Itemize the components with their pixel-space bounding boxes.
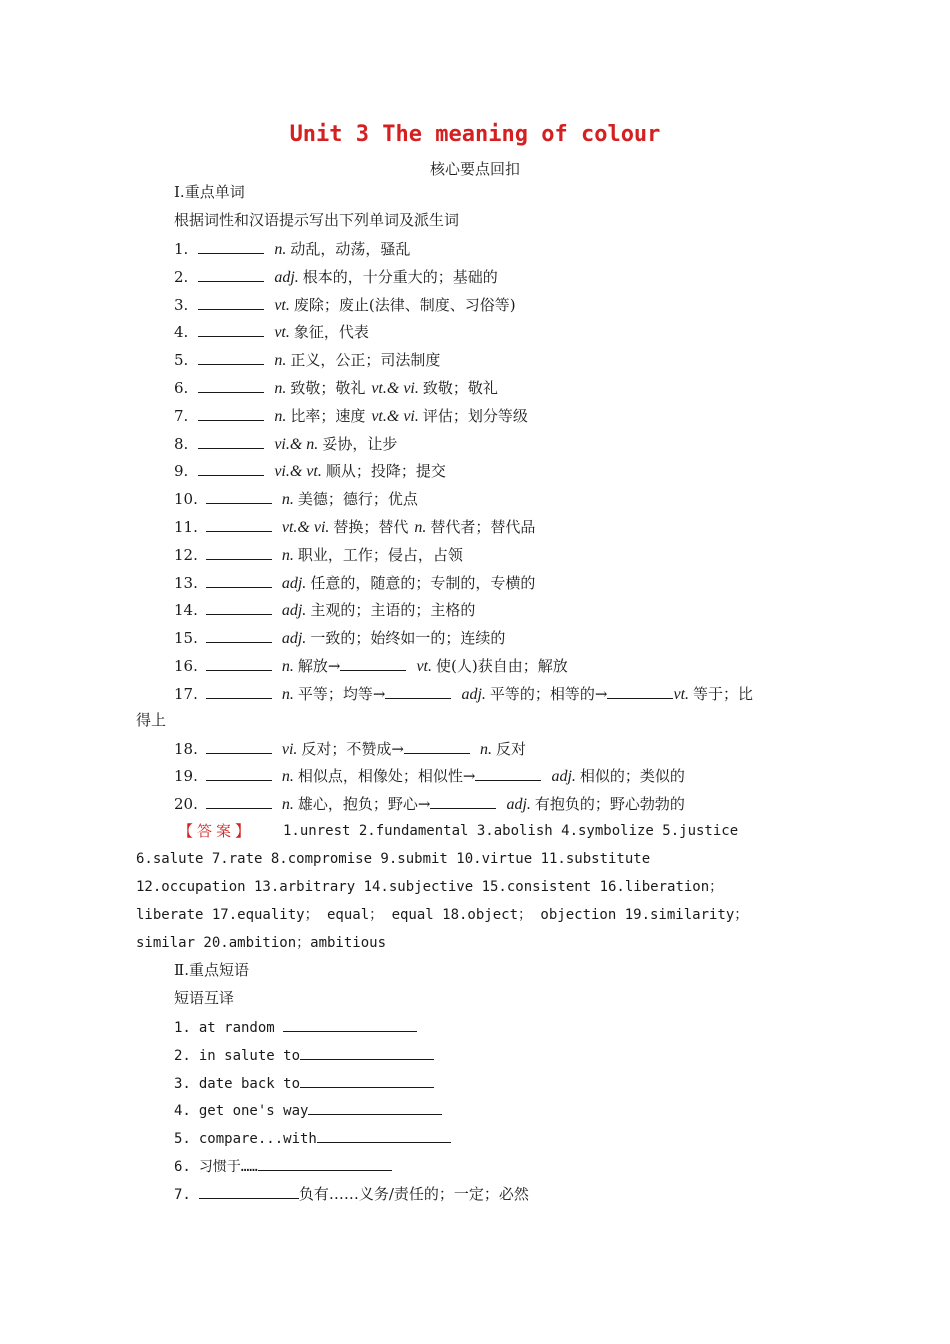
vocab-item xyxy=(174,460,446,482)
item-number: 7. xyxy=(174,1186,191,1203)
part-of-speech: vt.& vi. xyxy=(371,380,419,397)
item-number: 3. xyxy=(174,1075,191,1092)
item-number: 5. xyxy=(174,351,189,370)
answer-blank[interactable] xyxy=(198,321,264,337)
vocab-item xyxy=(174,516,535,538)
answer-blank[interactable] xyxy=(206,655,272,671)
meaning: 象征，代表 xyxy=(293,323,369,342)
answer-blank[interactable] xyxy=(206,738,272,754)
answer-blank[interactable] xyxy=(206,599,272,615)
answer-blank[interactable] xyxy=(206,765,272,781)
phrase-item xyxy=(174,1183,529,1205)
part-of-speech: vt.& vi. xyxy=(371,407,419,425)
part-of-speech: n. xyxy=(274,380,287,397)
vocab-item xyxy=(174,433,397,455)
answer-blank[interactable] xyxy=(199,1183,299,1199)
answer-blank[interactable] xyxy=(385,683,451,699)
phrase-text: 负有……义务/责任的；一定；必然 xyxy=(298,1184,529,1203)
vocab-item xyxy=(174,321,369,343)
part-of-speech: vt. xyxy=(673,685,690,703)
part-of-speech: n. xyxy=(281,768,294,786)
meaning: 正义，公正；司法制度 xyxy=(290,351,441,370)
part-of-speech: adj. xyxy=(506,796,531,814)
part-of-speech: n. xyxy=(281,685,294,703)
meaning: 任意的，随意的；专制的，专横的 xyxy=(310,573,536,592)
answer-blank[interactable] xyxy=(430,793,496,809)
item-number: 4. xyxy=(174,1103,191,1120)
part-of-speech: vi.& vt. xyxy=(274,463,322,481)
meaning: 反对；不赞成→ xyxy=(301,739,404,758)
item-number: 12. xyxy=(174,545,198,564)
item-number: 16. xyxy=(174,657,198,675)
vocab-item xyxy=(174,294,516,316)
part-of-speech: n. xyxy=(274,352,287,370)
answer-blank[interactable] xyxy=(206,627,272,643)
answer-blank[interactable] xyxy=(198,294,264,310)
phrase-item xyxy=(174,1155,392,1177)
meaning: 职业，工作；侵占，占领 xyxy=(297,545,463,564)
answer-line-1: 1.unrest 2.fundamental 3.abolish 4.symbolize 5.justice xyxy=(283,823,739,839)
part-of-speech: adj. xyxy=(281,602,307,620)
meaning: 替代者；替代品 xyxy=(430,518,536,536)
item-number: 17. xyxy=(174,684,198,703)
item-number: 9. xyxy=(174,462,189,481)
phrase-text: in salute to xyxy=(198,1047,301,1064)
answer-blank[interactable] xyxy=(206,544,272,560)
answer-blank[interactable] xyxy=(206,516,272,532)
part-of-speech: n. xyxy=(281,546,294,564)
answer-blank[interactable] xyxy=(206,793,272,809)
section2-instruction: 短语互译 xyxy=(174,989,235,1007)
item-number: 19. xyxy=(174,767,198,786)
vocab-item xyxy=(174,655,568,677)
vocab-item xyxy=(174,488,418,510)
vocab-item xyxy=(174,238,410,260)
meaning: 顺从；投降；提交 xyxy=(325,462,446,481)
answer-line-4: liberate 17.equality； equal； equal 18.object； objection 19.similarity； xyxy=(136,907,749,923)
meaning: 有抱负的；野心勃勃的 xyxy=(534,795,685,814)
part-of-speech: adj. xyxy=(551,768,576,786)
meaning: 致敬；敬礼 xyxy=(422,379,498,397)
item-number: 10. xyxy=(174,490,198,509)
part-of-speech: n. xyxy=(414,519,427,536)
part-of-speech: vt. xyxy=(274,296,290,314)
answer-line-3: 12.occupation 13.arbitrary 14.subjective 15.consistent 16.liberation； xyxy=(136,879,724,895)
answer-blank[interactable] xyxy=(283,1016,417,1032)
vocab-item xyxy=(174,738,526,760)
answer-blank[interactable] xyxy=(258,1155,392,1171)
vocab-item xyxy=(174,349,440,371)
answer-blank[interactable] xyxy=(300,1044,434,1060)
answer-line-5: similar 20.ambition；ambitious xyxy=(136,935,387,951)
vocab-item xyxy=(174,572,535,594)
vocab-item xyxy=(174,544,463,566)
item-number: 8. xyxy=(174,434,189,453)
answer-blank[interactable] xyxy=(198,377,264,393)
part-of-speech: adj. xyxy=(281,630,307,648)
vocab-item xyxy=(174,405,528,427)
phrase-text: at random xyxy=(198,1020,275,1036)
meaning: 致敬；敬礼 xyxy=(290,379,366,397)
meaning: 替换；替代 xyxy=(333,518,409,536)
answer-blank[interactable] xyxy=(300,1072,434,1088)
part-of-speech: vt.& vi. xyxy=(281,519,330,536)
vocab-item xyxy=(174,377,498,399)
page-title: Unit 3 The meaning of colour xyxy=(289,122,661,147)
item-number: 18. xyxy=(174,739,198,758)
answer-blank[interactable] xyxy=(198,433,264,449)
phrase-item xyxy=(174,1127,451,1149)
item-number: 1. xyxy=(174,1020,191,1036)
answer-blank[interactable] xyxy=(198,238,264,254)
answer-blank[interactable] xyxy=(206,488,272,504)
meaning: 平等的；相等的→ xyxy=(489,684,608,703)
part-of-speech: n. xyxy=(274,241,287,258)
part-of-speech: n. xyxy=(281,796,294,814)
meaning: 反对 xyxy=(495,739,526,758)
answer-blank[interactable] xyxy=(607,683,673,699)
vocab-item xyxy=(174,793,685,815)
vocab-item xyxy=(174,627,505,649)
part-of-speech: vi.& n. xyxy=(274,435,319,453)
meaning: 根本的，十分重大的；基础的 xyxy=(302,267,498,286)
answer-blank[interactable] xyxy=(206,572,272,588)
answer-blank[interactable] xyxy=(340,655,406,671)
part-of-speech: n. xyxy=(479,740,492,758)
answer-blank[interactable] xyxy=(317,1127,451,1143)
item-number: 1. xyxy=(174,240,189,258)
answer-blank[interactable] xyxy=(206,683,272,699)
meaning: 评估；划分等级 xyxy=(422,406,528,425)
answer-blank[interactable] xyxy=(475,765,541,781)
item-number: 2. xyxy=(174,1047,191,1064)
item-number: 4. xyxy=(174,323,189,342)
item-number: 11. xyxy=(174,518,198,536)
part-of-speech: adj. xyxy=(274,268,299,286)
vocab-item xyxy=(174,683,753,705)
part-of-speech: vt. xyxy=(274,324,290,342)
item-number: 13. xyxy=(174,573,198,592)
section2-heading: Ⅱ.重点短语 xyxy=(174,961,249,979)
page-subtitle: 核心要点回扣 xyxy=(429,160,520,178)
item-number: 15. xyxy=(174,629,198,648)
meaning: 平等；均等→ xyxy=(297,684,386,703)
item-number: 5. xyxy=(174,1131,191,1148)
item-number: 20. xyxy=(174,795,198,814)
section1-instruction: 根据词性和汉语提示写出下列单词及派生词 xyxy=(174,211,460,229)
answer-blank[interactable] xyxy=(198,266,264,282)
part-of-speech: vi. xyxy=(281,740,298,758)
part-of-speech: vt. xyxy=(416,658,432,675)
meaning: 使(人)获自由；解放 xyxy=(435,657,568,675)
phrase-item xyxy=(174,1044,434,1066)
vocab-item-continued: 得上 xyxy=(136,710,167,729)
phrase-item xyxy=(174,1099,442,1121)
answer-blank[interactable] xyxy=(404,738,470,754)
phrase-text: get one's way xyxy=(198,1103,309,1120)
answer-label: 【答案】 xyxy=(178,822,255,840)
phrase-item xyxy=(174,1072,434,1094)
vocab-item xyxy=(174,266,498,288)
meaning: 解放→ xyxy=(297,657,341,675)
answer-blank[interactable] xyxy=(198,405,264,421)
meaning: 比率；速度 xyxy=(290,406,366,425)
phrase-text: date back to xyxy=(198,1075,301,1092)
phrase-text: 习惯于…… xyxy=(198,1159,258,1175)
vocab-item xyxy=(174,765,685,787)
part-of-speech: adj. xyxy=(461,685,486,703)
item-number: 6. xyxy=(174,379,189,397)
meaning: 主观的；主语的；主格的 xyxy=(310,601,476,620)
item-number: 14. xyxy=(174,601,198,620)
meaning: 动乱，动荡，骚乱 xyxy=(290,240,411,258)
answer-blank[interactable] xyxy=(308,1099,442,1115)
phrase-text: compare...with xyxy=(198,1131,317,1148)
part-of-speech: n. xyxy=(281,491,294,509)
meaning: 美德；德行；优点 xyxy=(297,490,418,509)
vocab-item xyxy=(174,599,475,621)
meaning: 相似点，相像处；相似性→ xyxy=(297,767,476,786)
part-of-speech: n. xyxy=(281,658,294,675)
answer-blank[interactable] xyxy=(198,460,264,476)
item-number: 2. xyxy=(174,267,189,286)
phrase-item xyxy=(174,1016,417,1038)
answer-blank[interactable] xyxy=(198,349,264,365)
answer-line-2: 6.salute 7.rate 8.compromise 9.submit 10.virtue 11.substitute xyxy=(136,851,651,867)
meaning: 一致的；始终如一的；连续的 xyxy=(310,629,506,648)
meaning: 相似的；类似的 xyxy=(579,767,685,786)
section1-heading: Ⅰ.重点单词 xyxy=(174,183,245,201)
item-number: 3. xyxy=(174,295,189,314)
item-number: 6. xyxy=(174,1159,191,1175)
meaning: 废除；废止(法律、制度、习俗等) xyxy=(293,295,516,314)
part-of-speech: adj. xyxy=(281,574,307,592)
meaning: 雄心，抱负；野心→ xyxy=(297,795,431,814)
meaning: 妥协，让步 xyxy=(322,434,398,453)
item-number: 7. xyxy=(174,406,189,425)
part-of-speech: n. xyxy=(274,407,287,425)
meaning: 等于；比 xyxy=(693,684,754,703)
